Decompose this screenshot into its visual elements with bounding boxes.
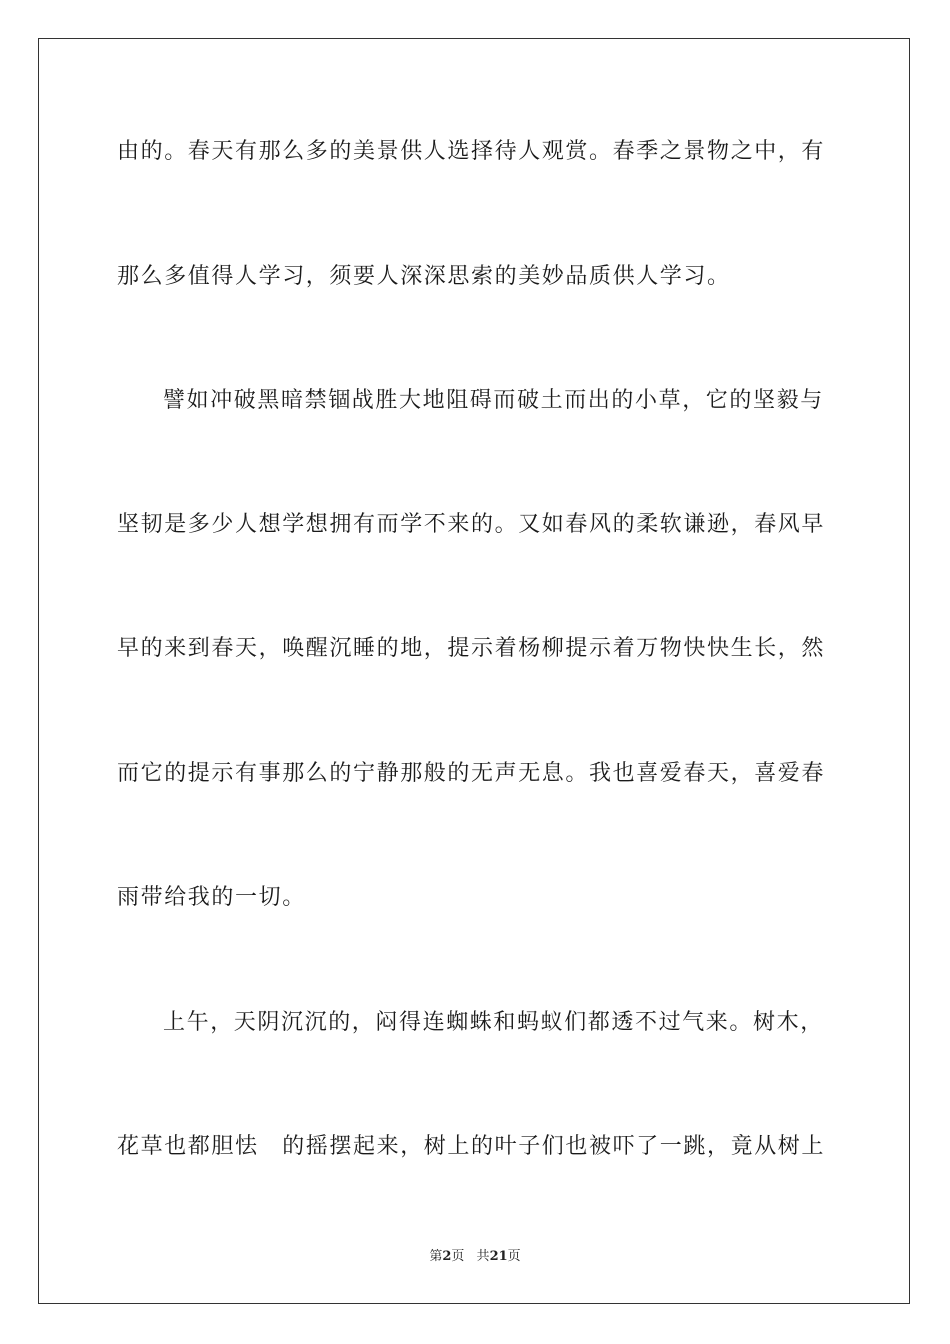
page-number (429, 1249, 464, 1264)
page-border (38, 38, 910, 1304)
text-line-9: 花草也都胆怯 的摇摆起来，树上的叶子们也被吓了一跳，竟从树上 (117, 1134, 826, 1159)
total-prefix: 共 (476, 1249, 490, 1264)
page-current: 2 (442, 1249, 452, 1264)
total-count: 21 (489, 1249, 508, 1264)
text-line-6: 而它的提示有事那么的宁静那般的无声无息。我也喜爱春天，喜爱春 (117, 761, 826, 786)
page-prefix: 第 (429, 1249, 443, 1264)
page-footer (0, 1248, 950, 1266)
page-total (477, 1249, 521, 1264)
text-line-5: 早的来到春天，唤醒沉睡的地，提示着杨柳提示着万物快快生长，然 (117, 636, 826, 661)
text-line-2: 那么多值得人学习，须要人深深思索的美妙品质供人学习。 (117, 264, 731, 289)
text-line-1: 由的。春天有那么多的美景供人选择待人观赏。春季之景物之中，有 (117, 139, 826, 164)
text-line-4: 坚韧是多少人想学想拥有而学不来的。又如春风的柔软谦逊，春风早 (117, 512, 826, 537)
text-line-7: 雨带给我的一切。 (117, 885, 306, 910)
text-line-3: 譬如冲破黑暗禁锢战胜大地阻碍而破土而出的小草，它的坚毅与 (163, 388, 824, 413)
page-suffix: 页 (451, 1249, 465, 1264)
total-suffix: 页 (507, 1249, 521, 1264)
text-line-8: 上午，天阴沉沉的，闷得连蜘蛛和蚂蚁们都透不过气来。树木， (163, 1010, 824, 1035)
